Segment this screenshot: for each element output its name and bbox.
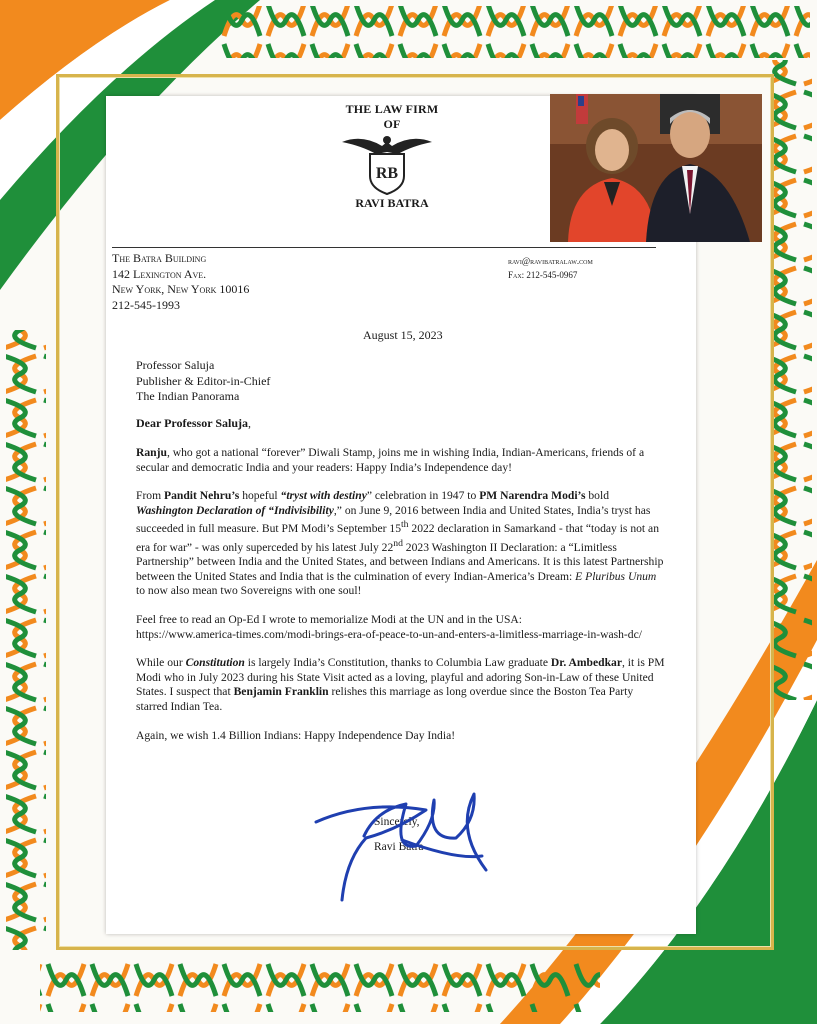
address-line-1: The Batra Building bbox=[112, 251, 207, 265]
letter-body bbox=[136, 446, 666, 757]
p2-modi: PM Narendra Modi’s bbox=[479, 489, 586, 503]
salutation-text: Dear Professor Saluja bbox=[136, 416, 248, 430]
handwritten-signature bbox=[306, 780, 496, 910]
recipient-name: Professor Saluja bbox=[136, 358, 215, 372]
p2-tryst: “tryst with destiny bbox=[280, 489, 367, 503]
p2-text-k: 2023 Washington II Declaration: a “Limitless Partnership” between India and the United States, and between Indians and Americans. It is this latest Partnership between the United States and India that is the culmination of every Indian-America’s Dream: bbox=[136, 540, 664, 583]
firm-heading bbox=[322, 102, 462, 132]
p2-text-g: bold bbox=[585, 489, 609, 503]
logo-monogram: RB bbox=[375, 165, 399, 182]
paragraph-3 bbox=[136, 613, 666, 642]
p4-ambedkar: Dr. Ambedkar bbox=[550, 656, 622, 670]
ranju-name: Ranju bbox=[136, 446, 167, 459]
p2-e-pluribus-unum: E Pluribus Unum bbox=[575, 569, 657, 583]
p4-text-e: , it is PM Modi who in July 2023 during his State Visit acted as a loving, playful and adoring Son-in-Law of these United States. I suspect that bbox=[136, 656, 665, 699]
p2-text-j: 2022 declaration in Samarkand - that “today is not an era for war” - was only superceded by his latest July 22 bbox=[136, 522, 659, 554]
salutation: Dear Professor Saluja, bbox=[136, 416, 251, 430]
p2-text-c: hopeful bbox=[239, 489, 281, 503]
p4-constitution: Constitution bbox=[185, 656, 245, 670]
letter-page bbox=[106, 96, 696, 934]
p4-text-c: is largely India’s Constitution, thanks to Columbia Law graduate bbox=[244, 656, 551, 670]
address-phone: 212-545-1993 bbox=[112, 297, 180, 312]
recipient-title: Publisher & Editor-in-Chief bbox=[136, 373, 271, 388]
p4-text-g: relishes this marriage as long overdue since the Boston Tea Party starred Indian Tea. bbox=[136, 685, 634, 714]
p2-text-i: ,” on June 9, 2016 between India and United States, India’s tryst has succeeded in full measure. But PM Modi’s September 15 bbox=[136, 503, 651, 536]
letter-date: August 15, 2023 bbox=[363, 328, 443, 342]
firm-line-1: THE LAW FIRM bbox=[345, 102, 439, 116]
firm-contact bbox=[508, 254, 593, 282]
recipient-publication: The Indian Panorama bbox=[136, 389, 240, 403]
paragraph-5: Again, we wish 1.4 Billion Indians: Happy Independence Day India! bbox=[136, 728, 456, 742]
paragraph-1 bbox=[136, 446, 666, 475]
p2-text-m: to now also mean two Sovereigns with one soul! bbox=[136, 584, 362, 598]
p4-franklin: Benjamin Franklin bbox=[233, 685, 329, 699]
signer-name: Ravi Batra bbox=[374, 841, 424, 853]
recipient-block bbox=[136, 358, 270, 405]
firm-fax: Fax: 212-545-0967 bbox=[508, 270, 578, 280]
letterhead-rule bbox=[112, 247, 656, 248]
p2-sup-th: th bbox=[401, 519, 409, 531]
p3-text: Feel free to read an Op-Ed I wrote to memorialize Modi at the UN and in the USA: bbox=[136, 613, 523, 627]
firm-name: RAVI BATRA bbox=[355, 196, 429, 210]
firm-address bbox=[112, 251, 249, 313]
firm-email: ravi@ravibatralaw.com bbox=[508, 256, 593, 266]
p2-sup-nd: nd bbox=[393, 537, 403, 549]
portrait-photo bbox=[550, 94, 762, 242]
p2-text-e: ” celebration in 1947 to bbox=[366, 489, 480, 503]
op-ed-link[interactable]: https://www.america-times.com/modi-brings-era-of-peace-to-un-and-enters-a-limitless-marriage-in-wash-dc/ bbox=[136, 627, 642, 641]
closing-text: Sincerely, bbox=[374, 816, 420, 828]
p2-nehru: Pandit Nehru’s bbox=[164, 489, 240, 503]
firm-line-2: OF bbox=[383, 117, 401, 131]
p2-washington-declaration: Washington Declaration of “Indivisibility bbox=[136, 503, 334, 517]
p4-text-a: While our bbox=[136, 656, 186, 670]
paragraph-4 bbox=[136, 656, 666, 714]
eagle-shield-logo bbox=[332, 132, 442, 196]
p2-text-a: From bbox=[136, 489, 165, 503]
p1-text: , who got a national “forever” Diwali Stamp, joins me in wishing India, Indian-Americans, friends of a secular and democratic India and your readers: Happy India’s Independence day! bbox=[136, 446, 645, 474]
address-line-2: 142 Lexington Ave. bbox=[112, 266, 207, 281]
address-line-3: New York, New York 10016 bbox=[112, 282, 250, 296]
paragraph-2 bbox=[136, 489, 666, 599]
